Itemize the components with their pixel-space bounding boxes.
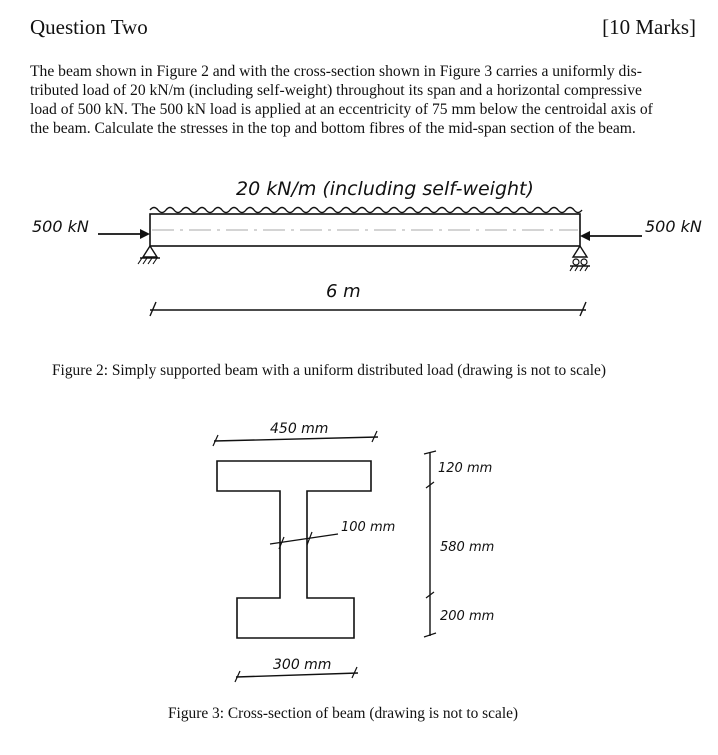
figure-3-caption: Figure 3: Cross-section of beam (drawing is not to scale)	[168, 705, 519, 722]
left-arrowhead-icon	[140, 229, 150, 239]
pin-support-icon	[138, 246, 160, 264]
question-line: The beam shown in Figure 2 and with the cross-section shown in Figure 3 carries a uniformly dis-	[30, 63, 642, 80]
marks-label: [10 Marks]	[602, 15, 696, 39]
bottom-flange-depth-label: 200 mm	[440, 609, 495, 624]
roller-support-icon	[570, 246, 590, 271]
left-load-label: 500 kN	[32, 217, 89, 236]
question-line: load of 500 kN. The 500 kN load is applied at an eccentricity of 75 mm below the centroidal axis of	[30, 101, 653, 118]
figure-2-caption: Figure 2: Simply supported beam with a uniform distributed load (drawing is not to scale)	[52, 362, 606, 379]
right-load-label: 500 kN	[645, 217, 702, 236]
right-arrowhead-icon	[580, 231, 590, 241]
udl-label: 20 kN/m (including self-weight)	[236, 178, 534, 200]
udl-wavy-line	[150, 208, 582, 213]
top-width-dimension-line	[214, 437, 378, 441]
i-section-outline	[217, 461, 371, 638]
bottom-flange-width-label: 300 mm	[273, 657, 332, 673]
figure-2-beam-diagram	[0, 160, 718, 360]
span-tick-right	[580, 302, 586, 316]
top-flange-width-label: 450 mm	[270, 421, 329, 437]
question-line: tributed load of 20 kN/m (including self-weight) throughout its span and a horizontal compressive	[30, 82, 642, 99]
bottom-width-dimension-line	[236, 673, 358, 677]
span-tick-left	[150, 302, 156, 316]
web-thickness-label: 100 mm	[341, 520, 396, 535]
question-title: Question Two	[30, 15, 148, 39]
top-flange-depth-label: 120 mm	[438, 461, 493, 476]
span-label: 6 m	[326, 281, 361, 302]
web-depth-label: 580 mm	[440, 540, 495, 555]
question-line: the beam. Calculate the stresses in the top and bottom fibres of the mid-span section of the beam.	[30, 120, 636, 137]
figure-3-cross-section	[0, 410, 718, 700]
question-text	[30, 62, 698, 138]
